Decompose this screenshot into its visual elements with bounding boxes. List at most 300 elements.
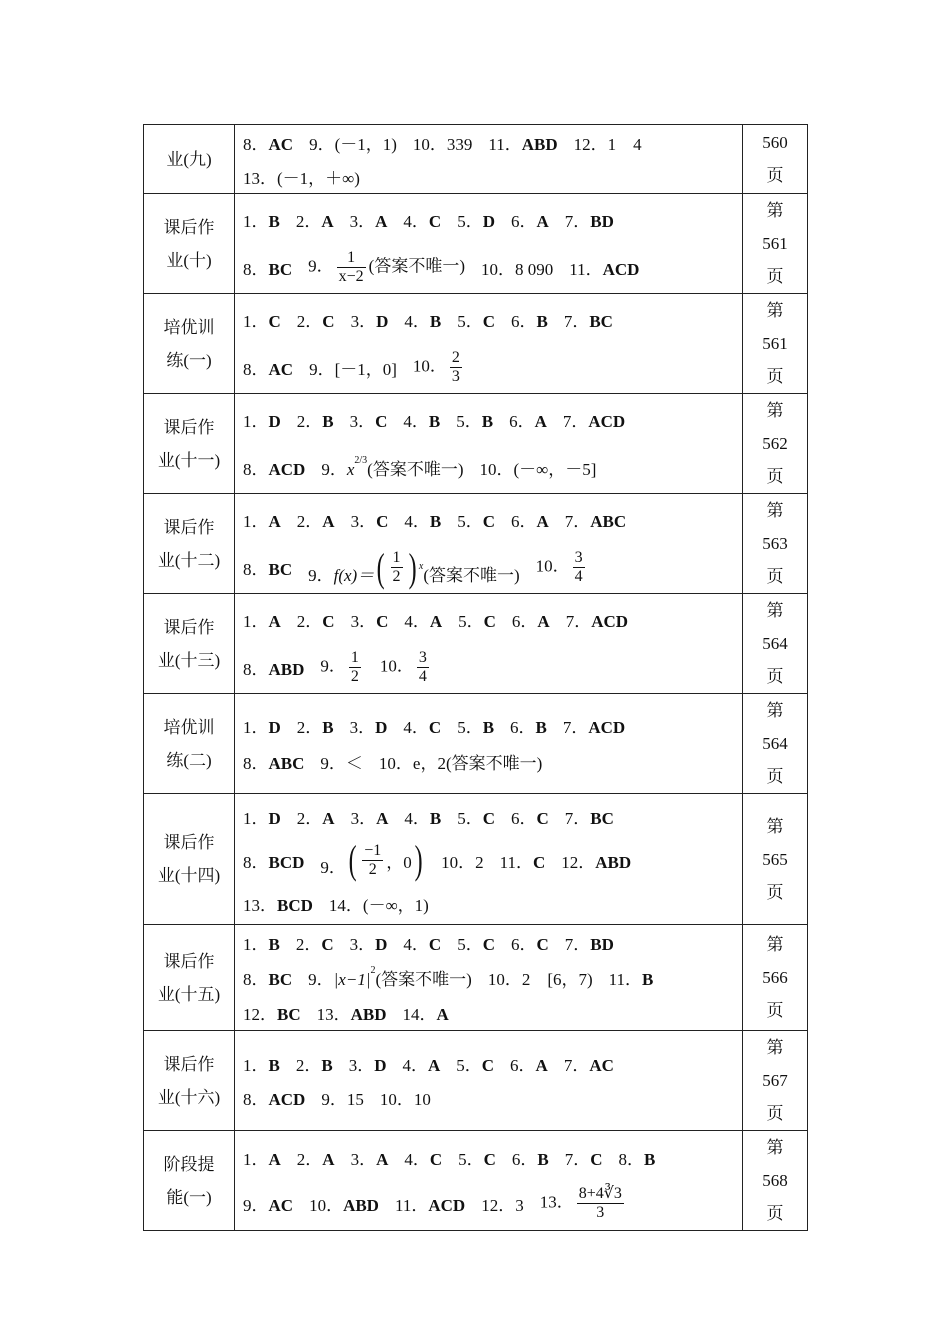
answer-item	[511, 507, 549, 532]
answer-value: A	[322, 808, 335, 828]
answer-value: ACD	[588, 718, 626, 737]
answer-value: BC	[590, 808, 614, 828]
question-number: 7．	[564, 808, 591, 828]
answer-value: C	[321, 935, 334, 954]
answer-line	[243, 344, 734, 392]
answers-cell	[235, 794, 743, 925]
question-number: 8．	[243, 970, 269, 989]
fraction	[577, 1185, 624, 1222]
answer-item	[297, 507, 335, 532]
answer-value: 8 090	[514, 260, 554, 279]
page-number-cell	[743, 1031, 808, 1131]
answer-line	[243, 159, 734, 193]
question-number: 8．	[243, 560, 269, 579]
page-number-line: 568	[762, 1171, 788, 1190]
answer-item	[510, 1051, 548, 1076]
question-number: 11．	[394, 1196, 429, 1215]
question-number: 4．	[404, 808, 430, 828]
formula-prefix: f(x)＝	[333, 565, 375, 585]
answer-item	[350, 713, 388, 738]
answer-value: A	[429, 612, 443, 631]
answer-item	[512, 607, 550, 632]
question-number: 3．	[350, 312, 377, 331]
table-row	[144, 194, 808, 294]
question-number: 10．	[379, 656, 414, 676]
answer-value: C	[428, 718, 442, 737]
page-number-line: 第	[766, 601, 784, 620]
answer-item	[329, 891, 429, 916]
answer-value: B	[322, 412, 334, 431]
answer-item	[243, 848, 304, 873]
answer-table-body	[144, 125, 808, 1231]
answer-value: (－1，1)	[334, 134, 397, 154]
answer-line	[243, 496, 734, 544]
right-paren: )	[408, 544, 417, 590]
fraction-numerator: 3	[574, 549, 583, 566]
question-number: 6．	[510, 935, 537, 954]
answer-value: ACD	[602, 260, 640, 279]
answer-value: A	[268, 512, 281, 531]
question-number: 1．	[243, 935, 269, 954]
answer-item	[296, 1051, 333, 1076]
answer-line	[243, 1135, 734, 1181]
answer-item	[243, 1000, 301, 1025]
answer-item	[351, 804, 389, 829]
question-number: 14．	[402, 1005, 437, 1024]
question-number: 1．	[243, 1056, 269, 1075]
answer-value: A	[436, 1005, 449, 1024]
page-number-line: 562	[762, 434, 788, 453]
question-number: 2．	[295, 1056, 322, 1075]
question-number: 13．	[243, 895, 277, 915]
answer-item	[488, 965, 593, 990]
page-number-line: 567	[762, 1071, 788, 1090]
page-number-line: 564	[762, 634, 788, 653]
answer-value: C	[590, 1150, 603, 1169]
answer-value: C	[482, 935, 495, 954]
answer-value: 2	[475, 852, 484, 872]
answer-item	[413, 130, 473, 155]
assignment-name-line: 阶段提	[163, 1154, 215, 1174]
page-number-line: 564	[762, 734, 788, 753]
answer-line	[243, 296, 734, 344]
fraction-numerator: 2	[451, 349, 460, 366]
question-number: 4．	[402, 1056, 428, 1075]
question-number: 4．	[403, 412, 429, 431]
page-number-line: 页	[766, 1204, 784, 1223]
answer-item	[536, 549, 588, 586]
answer-value: C	[376, 612, 389, 631]
answer-item	[511, 207, 549, 232]
answer-item	[243, 455, 305, 480]
question-number: 3．	[349, 412, 376, 431]
fraction-numerator: 1	[350, 649, 359, 666]
question-number: 4．	[404, 612, 430, 631]
question-number: 13．	[243, 168, 277, 188]
question-number: 1．	[243, 312, 269, 331]
answer-item	[243, 891, 313, 916]
answer-value: A	[268, 1150, 281, 1169]
answer-item	[404, 507, 441, 532]
answer-value: 339	[446, 134, 473, 154]
answer-item	[321, 1085, 364, 1110]
question-number: 3．	[350, 808, 377, 828]
answer-item	[349, 1051, 387, 1076]
answer-item	[309, 355, 397, 380]
answer-item	[403, 930, 441, 955]
question-number: 6．	[511, 1150, 538, 1169]
question-number: 5．	[458, 1150, 484, 1169]
question-number: 10．	[412, 134, 447, 154]
question-number: 6．	[510, 1056, 536, 1075]
question-number: 1．	[243, 512, 269, 531]
parenthesized-expression	[374, 544, 419, 590]
answer-item	[619, 1145, 656, 1170]
answer-value: BCD	[268, 852, 305, 872]
answers-cell	[235, 494, 743, 594]
fraction	[362, 842, 383, 879]
question-number: 3．	[349, 718, 376, 737]
paren-tail: ，0	[386, 852, 412, 872]
question-number: 9．	[243, 1196, 269, 1215]
fraction-denominator: 2	[392, 568, 401, 585]
answer-value: C	[483, 612, 496, 631]
answer-value: A	[536, 512, 549, 531]
answer-item	[243, 804, 281, 829]
answer-value: B	[481, 412, 494, 431]
page-number-line: 页	[766, 567, 784, 586]
table-row	[144, 694, 808, 794]
answer-line	[243, 995, 734, 1030]
answer-line	[243, 444, 734, 492]
answer-value: C	[428, 935, 442, 954]
assignment-name-line: 课后作	[163, 951, 215, 971]
question-number: 10．	[441, 852, 476, 872]
page-number-line: 页	[766, 267, 784, 286]
question-number: 9．	[320, 754, 346, 773]
answer-item	[308, 544, 520, 590]
answer-value: D	[268, 808, 281, 828]
question-number: 2．	[296, 808, 323, 828]
answer-item	[395, 1191, 465, 1216]
question-number: 7．	[564, 1150, 591, 1169]
answer-value: 10	[413, 1090, 431, 1109]
question-number: 7．	[562, 718, 589, 737]
page-number-line: 560	[762, 133, 788, 152]
answer-value: D	[268, 412, 281, 431]
assignment-name-cell	[144, 794, 235, 925]
question-number: 4．	[404, 1150, 430, 1169]
answer-value: A	[536, 212, 549, 231]
page-number-cell	[743, 1131, 808, 1231]
answer-value: 3	[515, 1196, 524, 1215]
page-number-line: 页	[766, 1001, 784, 1020]
answer-value: C	[536, 935, 549, 954]
answer-item	[564, 307, 613, 332]
fraction-denominator: 4	[574, 568, 583, 585]
question-number: 9．	[321, 1090, 347, 1109]
answer-item	[320, 749, 363, 774]
answer-item	[565, 930, 614, 955]
question-number: 5．	[458, 612, 484, 631]
page-number-line: 第	[766, 816, 784, 836]
answer-value: B	[268, 1056, 280, 1075]
answer-value: 1 4	[607, 134, 642, 154]
question-number: 6．	[511, 612, 538, 631]
answer-value: D	[482, 212, 495, 231]
answer-item	[350, 930, 388, 955]
answer-item	[402, 1051, 440, 1076]
question-number: 2．	[296, 312, 323, 331]
question-number: 4．	[403, 212, 429, 231]
answer-line	[243, 708, 734, 744]
answer-item	[297, 607, 335, 632]
fraction	[450, 349, 462, 386]
answer-value: A	[321, 212, 334, 231]
answer-note: (答案不唯一)	[375, 970, 472, 989]
answer-item	[297, 307, 335, 332]
question-number: 2．	[295, 935, 322, 954]
answer-item	[500, 848, 546, 873]
answer-item	[243, 307, 281, 332]
assignment-name-cell	[144, 125, 235, 194]
fraction-denominator: 3	[596, 1204, 605, 1221]
answer-item	[481, 1191, 524, 1216]
question-number: 8．	[618, 1150, 645, 1169]
question-number: 11．	[499, 852, 533, 872]
question-number: 11．	[608, 970, 643, 989]
question-number: 8．	[243, 754, 269, 773]
question-number: 6．	[510, 718, 536, 737]
answer-item	[351, 1145, 389, 1170]
answer-item	[458, 1145, 496, 1170]
answers-cell	[235, 694, 743, 794]
page-number-line: 页	[766, 667, 784, 686]
question-number: 8．	[243, 660, 269, 679]
answer-item	[317, 1000, 387, 1025]
answers-cell	[235, 125, 743, 194]
answer-value: D	[374, 1056, 387, 1075]
question-number: 12．	[243, 1005, 277, 1024]
answer-item	[243, 965, 292, 990]
assignment-name-line: 业(十一)	[157, 450, 221, 470]
assignment-name-line: 练(一)	[166, 350, 212, 370]
answer-line	[243, 925, 734, 960]
answer-line	[243, 196, 734, 244]
answer-item	[569, 255, 639, 280]
answer-value: A	[322, 512, 335, 531]
question-number: 8．	[243, 852, 269, 872]
answer-item	[243, 749, 304, 774]
answer-item	[351, 307, 389, 332]
answer-value: ACD	[268, 1090, 306, 1109]
question-number: 12．	[573, 134, 608, 154]
question-number: 7．	[564, 212, 591, 231]
table-row	[144, 1131, 808, 1231]
page-number-line: 第	[766, 1038, 784, 1057]
question-number: 10．	[309, 1196, 344, 1215]
fraction-denominator: 3	[451, 368, 460, 385]
question-number: 5．	[456, 412, 482, 431]
fraction-numerator: −1	[364, 841, 382, 859]
answer-value: B	[268, 935, 280, 954]
answer-item	[488, 130, 557, 155]
answers-cell	[235, 1031, 743, 1131]
answer-value: B	[642, 970, 654, 989]
question-number: 4．	[403, 718, 429, 737]
answer-item	[512, 1145, 549, 1170]
answer-value: A	[268, 612, 281, 631]
assignment-name-line: 业(十二)	[157, 550, 221, 570]
fraction	[349, 649, 361, 686]
assignment-name-line: 课后作	[163, 617, 215, 637]
answer-value: C	[536, 808, 549, 828]
question-number: 10．	[487, 970, 522, 989]
page-number-line: 页	[766, 1104, 784, 1123]
answer-value: BC	[268, 970, 293, 989]
assignment-name-cell	[144, 494, 235, 594]
table-row	[144, 594, 808, 694]
answer-line	[243, 794, 734, 838]
question-number: 9．	[320, 858, 346, 877]
question-number: 10．	[378, 754, 413, 773]
question-number: 7．	[563, 312, 590, 331]
answer-value: C	[482, 808, 495, 828]
answer-value: BD	[590, 212, 614, 231]
answer-item	[509, 407, 547, 432]
power-base: x	[346, 460, 355, 479]
answer-item	[243, 407, 281, 432]
fraction	[337, 249, 366, 286]
power-exponent: 2/3	[354, 455, 368, 466]
answers-cell	[235, 394, 743, 494]
page-number-cell	[743, 794, 808, 925]
answer-value: BC	[268, 260, 293, 279]
answer-value: C	[429, 1150, 443, 1169]
page-number-line: 563	[762, 534, 788, 553]
assignment-name-line: 业(十四)	[157, 866, 221, 885]
question-number: 10．	[479, 460, 514, 479]
answer-value: AC	[268, 134, 294, 154]
answer-line	[243, 838, 734, 882]
answer-item	[380, 1085, 431, 1110]
answer-item	[565, 804, 614, 829]
answers-cell	[235, 925, 743, 1031]
answer-item	[457, 930, 495, 955]
answer-item	[380, 649, 432, 686]
answer-note: (答案不唯一)	[368, 256, 465, 276]
fraction-denominator: x−2	[338, 268, 364, 285]
page-number-line: 第	[766, 301, 784, 320]
page-number-line: 第	[766, 401, 784, 420]
parenthesized-expression	[346, 837, 425, 882]
answer-value: B	[322, 718, 334, 737]
answer-value: e，2(答案不唯一)	[412, 754, 543, 773]
answer-value: B	[644, 1150, 656, 1169]
question-number: 11．	[488, 134, 522, 154]
answer-value: BC	[277, 1005, 301, 1024]
answer-value: A	[376, 808, 389, 828]
answer-value: ABC	[590, 512, 627, 531]
answer-item	[320, 649, 364, 686]
answer-item	[403, 1000, 449, 1025]
answer-value: A	[376, 1150, 389, 1169]
answer-value: B	[428, 412, 441, 431]
answer-item	[457, 804, 495, 829]
answer-value: C	[482, 312, 495, 331]
answer-item	[540, 1185, 627, 1222]
answer-note: (答案不唯一)	[423, 565, 520, 585]
answer-value: (－∞，1)	[362, 895, 429, 915]
answer-item	[404, 607, 442, 632]
question-number: 5．	[457, 512, 483, 531]
question-number: 7．	[564, 512, 591, 531]
assignment-name-line: 业(九)	[166, 149, 212, 169]
answer-value: B	[535, 718, 547, 737]
assignment-name-line: 业(十五)	[157, 984, 221, 1004]
answer-value: A	[534, 412, 547, 431]
answer-item	[243, 655, 304, 680]
question-number: 5．	[457, 935, 483, 954]
answer-item	[351, 607, 389, 632]
assignment-name-line: 练(二)	[166, 750, 212, 770]
question-number: 1．	[243, 718, 269, 737]
assignment-name-line: 能(一)	[166, 1187, 212, 1207]
page-number-line: 561	[762, 334, 788, 353]
answer-item	[243, 1145, 281, 1170]
page-number-line: 566	[762, 968, 788, 987]
answer-item	[297, 804, 335, 829]
answer-item	[350, 207, 388, 232]
answer-value: ABD	[521, 134, 558, 154]
question-number: 4．	[404, 512, 430, 531]
answer-item	[457, 713, 494, 738]
answer-item	[351, 507, 389, 532]
answer-item	[243, 1191, 293, 1216]
page-number-line: 第	[766, 1138, 784, 1157]
answer-value: AC	[589, 1056, 614, 1075]
question-number: 2．	[296, 512, 323, 531]
answer-item	[296, 207, 334, 232]
answer-value: B	[321, 1056, 333, 1075]
answer-value: B	[429, 312, 442, 331]
question-number: 3．	[350, 1150, 377, 1169]
page-number-cell	[743, 294, 808, 394]
answer-item	[561, 848, 631, 873]
answers-cell	[235, 194, 743, 294]
answer-item	[457, 307, 495, 332]
power-exponent: 2	[370, 965, 376, 976]
answer-item	[308, 965, 472, 990]
answer-item	[379, 749, 542, 774]
answer-item	[574, 130, 642, 155]
table-row	[144, 294, 808, 394]
answer-value: C	[532, 852, 546, 872]
question-number: 7．	[564, 935, 591, 954]
answer-line	[243, 960, 734, 995]
answer-value: B	[268, 212, 280, 231]
fraction-numerator: 3	[418, 649, 427, 666]
answer-value: D	[376, 312, 389, 331]
question-number: 7．	[563, 1056, 590, 1075]
question-number: 2．	[296, 412, 323, 431]
question-number: 6．	[510, 212, 537, 231]
page-number-line: 页	[766, 367, 784, 386]
answer-item	[404, 804, 441, 829]
answer-value: C	[428, 212, 442, 231]
fraction	[417, 649, 429, 686]
assignment-name-cell	[144, 194, 235, 294]
